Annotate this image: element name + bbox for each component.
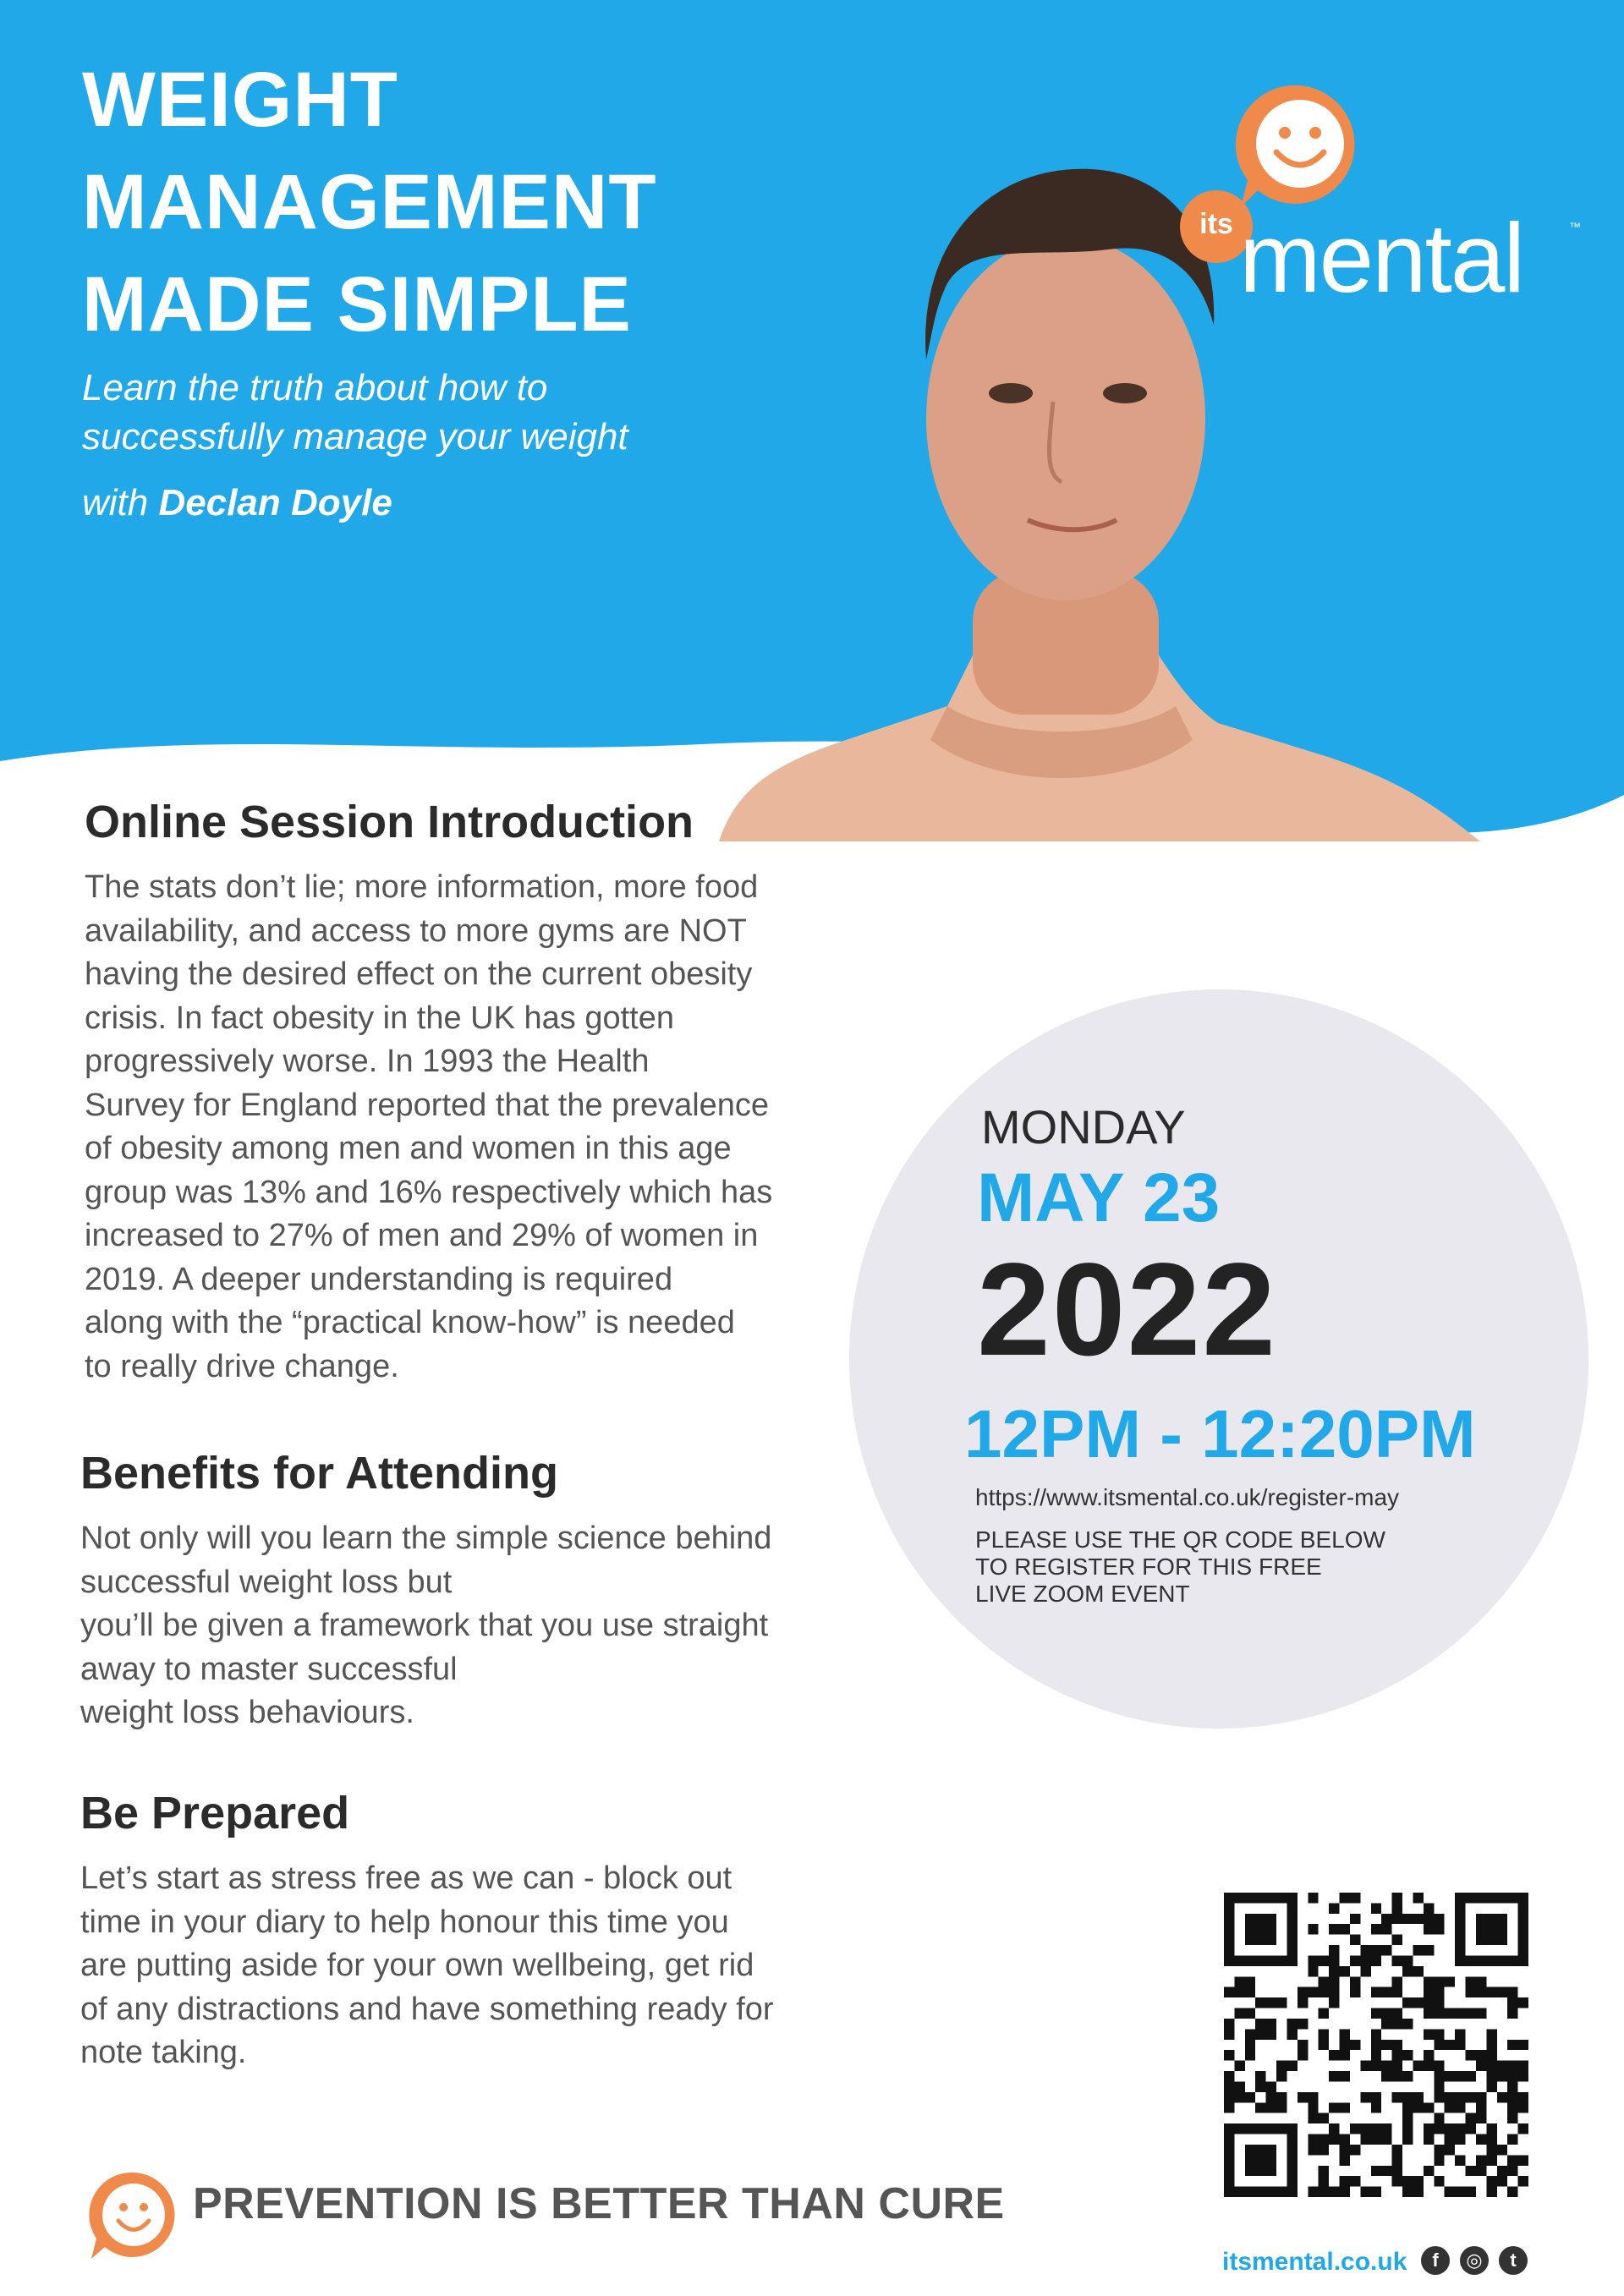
smiley-bubble-icon <box>86 2169 179 2262</box>
event-time: 12PM - 12:20PM <box>964 1396 1476 1471</box>
page-title: WEIGHT MANAGEMENT MADE SIMPLE <box>82 57 657 348</box>
event-year: 2022 <box>977 1236 1278 1384</box>
qr-code[interactable] <box>1224 1893 1528 2197</box>
logo-its-badge: its <box>1180 190 1253 263</box>
logo-trademark: ™ <box>1569 220 1581 233</box>
smiley-bubble-icon <box>1232 80 1363 211</box>
twitter-icon[interactable]: t <box>1499 2246 1528 2275</box>
register-link[interactable]: https://www.itsmental.co.uk/register-may <box>975 1484 1400 1510</box>
intro-heading: Online Session Introduction <box>85 797 694 847</box>
logo-wordmark: mental <box>1239 203 1524 313</box>
event-month-day: MAY 23 <box>977 1159 1221 1236</box>
slogan: PREVENTION IS BETTER THAN CURE <box>193 2179 1005 2228</box>
facebook-icon[interactable]: f <box>1421 2246 1450 2275</box>
event-day: MONDAY <box>981 1100 1186 1153</box>
itsmental-logo <box>1180 80 1586 326</box>
qr-note: PLEASE USE THE QR CODE BELOW TO REGISTER FOR THIS FREE LIVE ZOOM EVENT <box>975 1526 1385 1607</box>
subtitle: Learn the truth about how to successfully manage your weight <box>82 367 628 458</box>
instagram-icon[interactable]: ◎ <box>1460 2246 1489 2275</box>
intro-text: The stats don’t lie; more information, more food availability, and access to more gyms are NOT having the desired effect on the current obesity crisis. In fact obesity in the UK has gotten progressively worse. In 1993 the Health Survey for England reported that the prevalence of obesity among men and women in this age group was 13% and 16% respectively which has increased to 27% of men and 29% of women in 2019. A deeper understanding is required along with the “practical know-how” is needed to really drive change. <box>85 869 773 1384</box>
website-link[interactable]: itsmental.co.uk <box>1222 2248 1407 2276</box>
prepared-heading: Be Prepared <box>80 1788 350 1838</box>
benefits-heading: Benefits for Attending <box>80 1448 558 1499</box>
prepared-text: Let’s start as stress free as we can - block out time in your diary to help honour this time you are putting aside for your own wellbeing, get rid of any distractions and have something ready for note taking. <box>80 1860 774 2070</box>
presenter-line: with Declan Doyle <box>82 482 392 523</box>
benefits-text: Not only will you learn the simple science behind successful weight loss but you’ll be given a framework that you use straight away to master successful weight loss behaviours. <box>80 1521 772 1730</box>
presenter-name: Declan Doyle <box>158 482 392 523</box>
